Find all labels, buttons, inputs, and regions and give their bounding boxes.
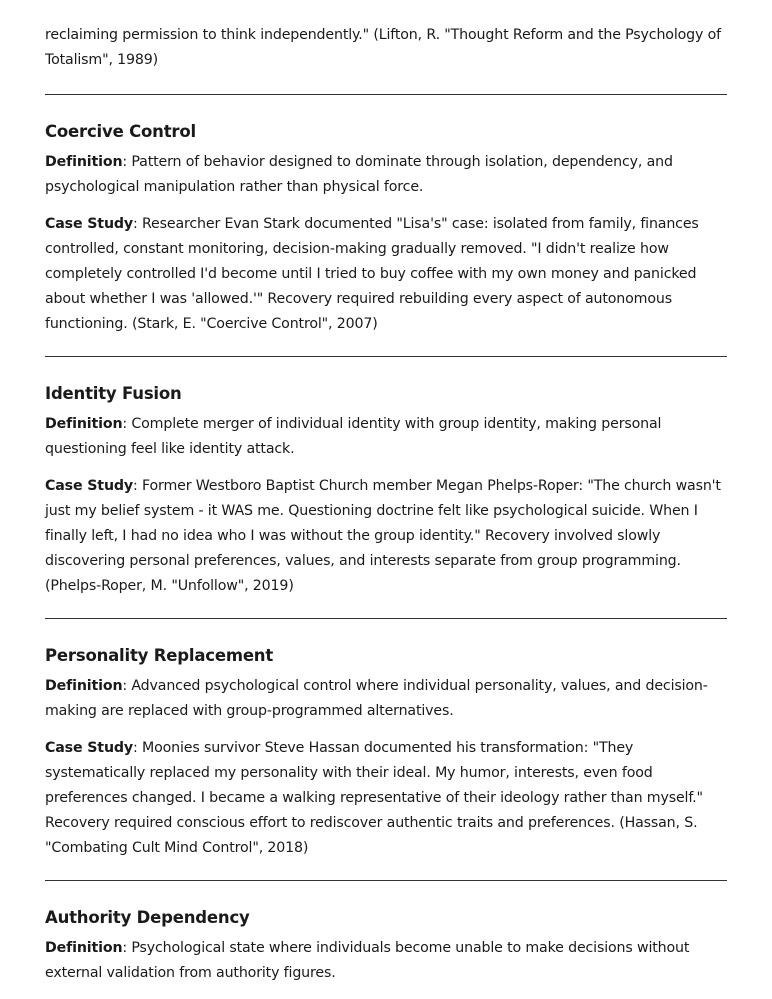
definition-label: Definition bbox=[45, 154, 123, 170]
intro-paragraph-tail: reclaiming permission to think independently." (Lifton, R. "Thought Reform and the Psychology of Totalism", 1989) bbox=[45, 27, 721, 68]
case-study-text: : Researcher Evan Stark documented "Lisa's" case: isolated from family, finances controlled, constant monitoring, decision-making gradually removed. "I didn't realize how completely controlled I'd become until I tried to buy coffee with my own money and panicked about whether I was 'allowed.'" Recovery required rebuilding every aspect of autonomous functioning. (Stark, E. "Coercive Control", 2007) bbox=[45, 216, 699, 332]
definition-label: Definition bbox=[45, 416, 123, 432]
case-study-paragraph bbox=[45, 474, 727, 599]
definition-label: Definition bbox=[45, 678, 123, 694]
case-study-label: Case Study bbox=[45, 216, 133, 232]
section-personality-replacement bbox=[45, 619, 727, 861]
case-study-text: : Former Westboro Baptist Church member Megan Phelps-Roper: "The church wasn't just my belief system - it WAS me. Questioning doctrine felt like psychological suicide. When I finally left, I had no idea who I was without the group identity." Recovery involved slowly discovering personal preferences, values, and interests separate from group programming. (Phelps-Roper, M. "Unfollow", 2019) bbox=[45, 478, 721, 594]
case-study-label: Case Study bbox=[45, 478, 133, 494]
definition-text: : Complete merger of individual identity with group identity, making personal questioning feel like identity attack. bbox=[45, 416, 662, 457]
section-coercive-control bbox=[45, 95, 727, 337]
definition-paragraph bbox=[45, 150, 727, 200]
case-study-paragraph bbox=[45, 212, 727, 337]
section-title: Identity Fusion bbox=[45, 384, 182, 403]
section-authority-dependency bbox=[45, 881, 727, 986]
section-title: Personality Replacement bbox=[45, 646, 274, 665]
section-identity-fusion bbox=[45, 357, 727, 599]
section-title: Authority Dependency bbox=[45, 908, 250, 927]
definition-paragraph bbox=[45, 936, 727, 986]
case-study-label: Case Study bbox=[45, 740, 133, 756]
definition-label: Definition bbox=[45, 940, 123, 956]
definition-paragraph bbox=[45, 412, 727, 462]
definition-text: : Advanced psychological control where individual personality, values, and decision-making are replaced with group-programmed alternatives. bbox=[45, 678, 708, 719]
definition-text: : Pattern of behavior designed to dominate through isolation, dependency, and psychological manipulation rather than physical force. bbox=[45, 154, 673, 195]
definition-text: : Psychological state where individuals become unable to make decisions without external validation from authority figures. bbox=[45, 940, 690, 981]
case-study-text: : Moonies survivor Steve Hassan documented his transformation: "They systematically replaced my personality with their ideal. My humor, interests, even food preferences changed. I became a walking representative of their ideology rather than myself." Recovery required conscious effort to rediscover authentic traits and preferences. (Hassan, S. "Combating Cult Mind Control", 2018) bbox=[45, 740, 703, 856]
section-title: Coercive Control bbox=[45, 122, 196, 141]
case-study-paragraph bbox=[45, 736, 727, 861]
definition-paragraph bbox=[45, 674, 727, 724]
